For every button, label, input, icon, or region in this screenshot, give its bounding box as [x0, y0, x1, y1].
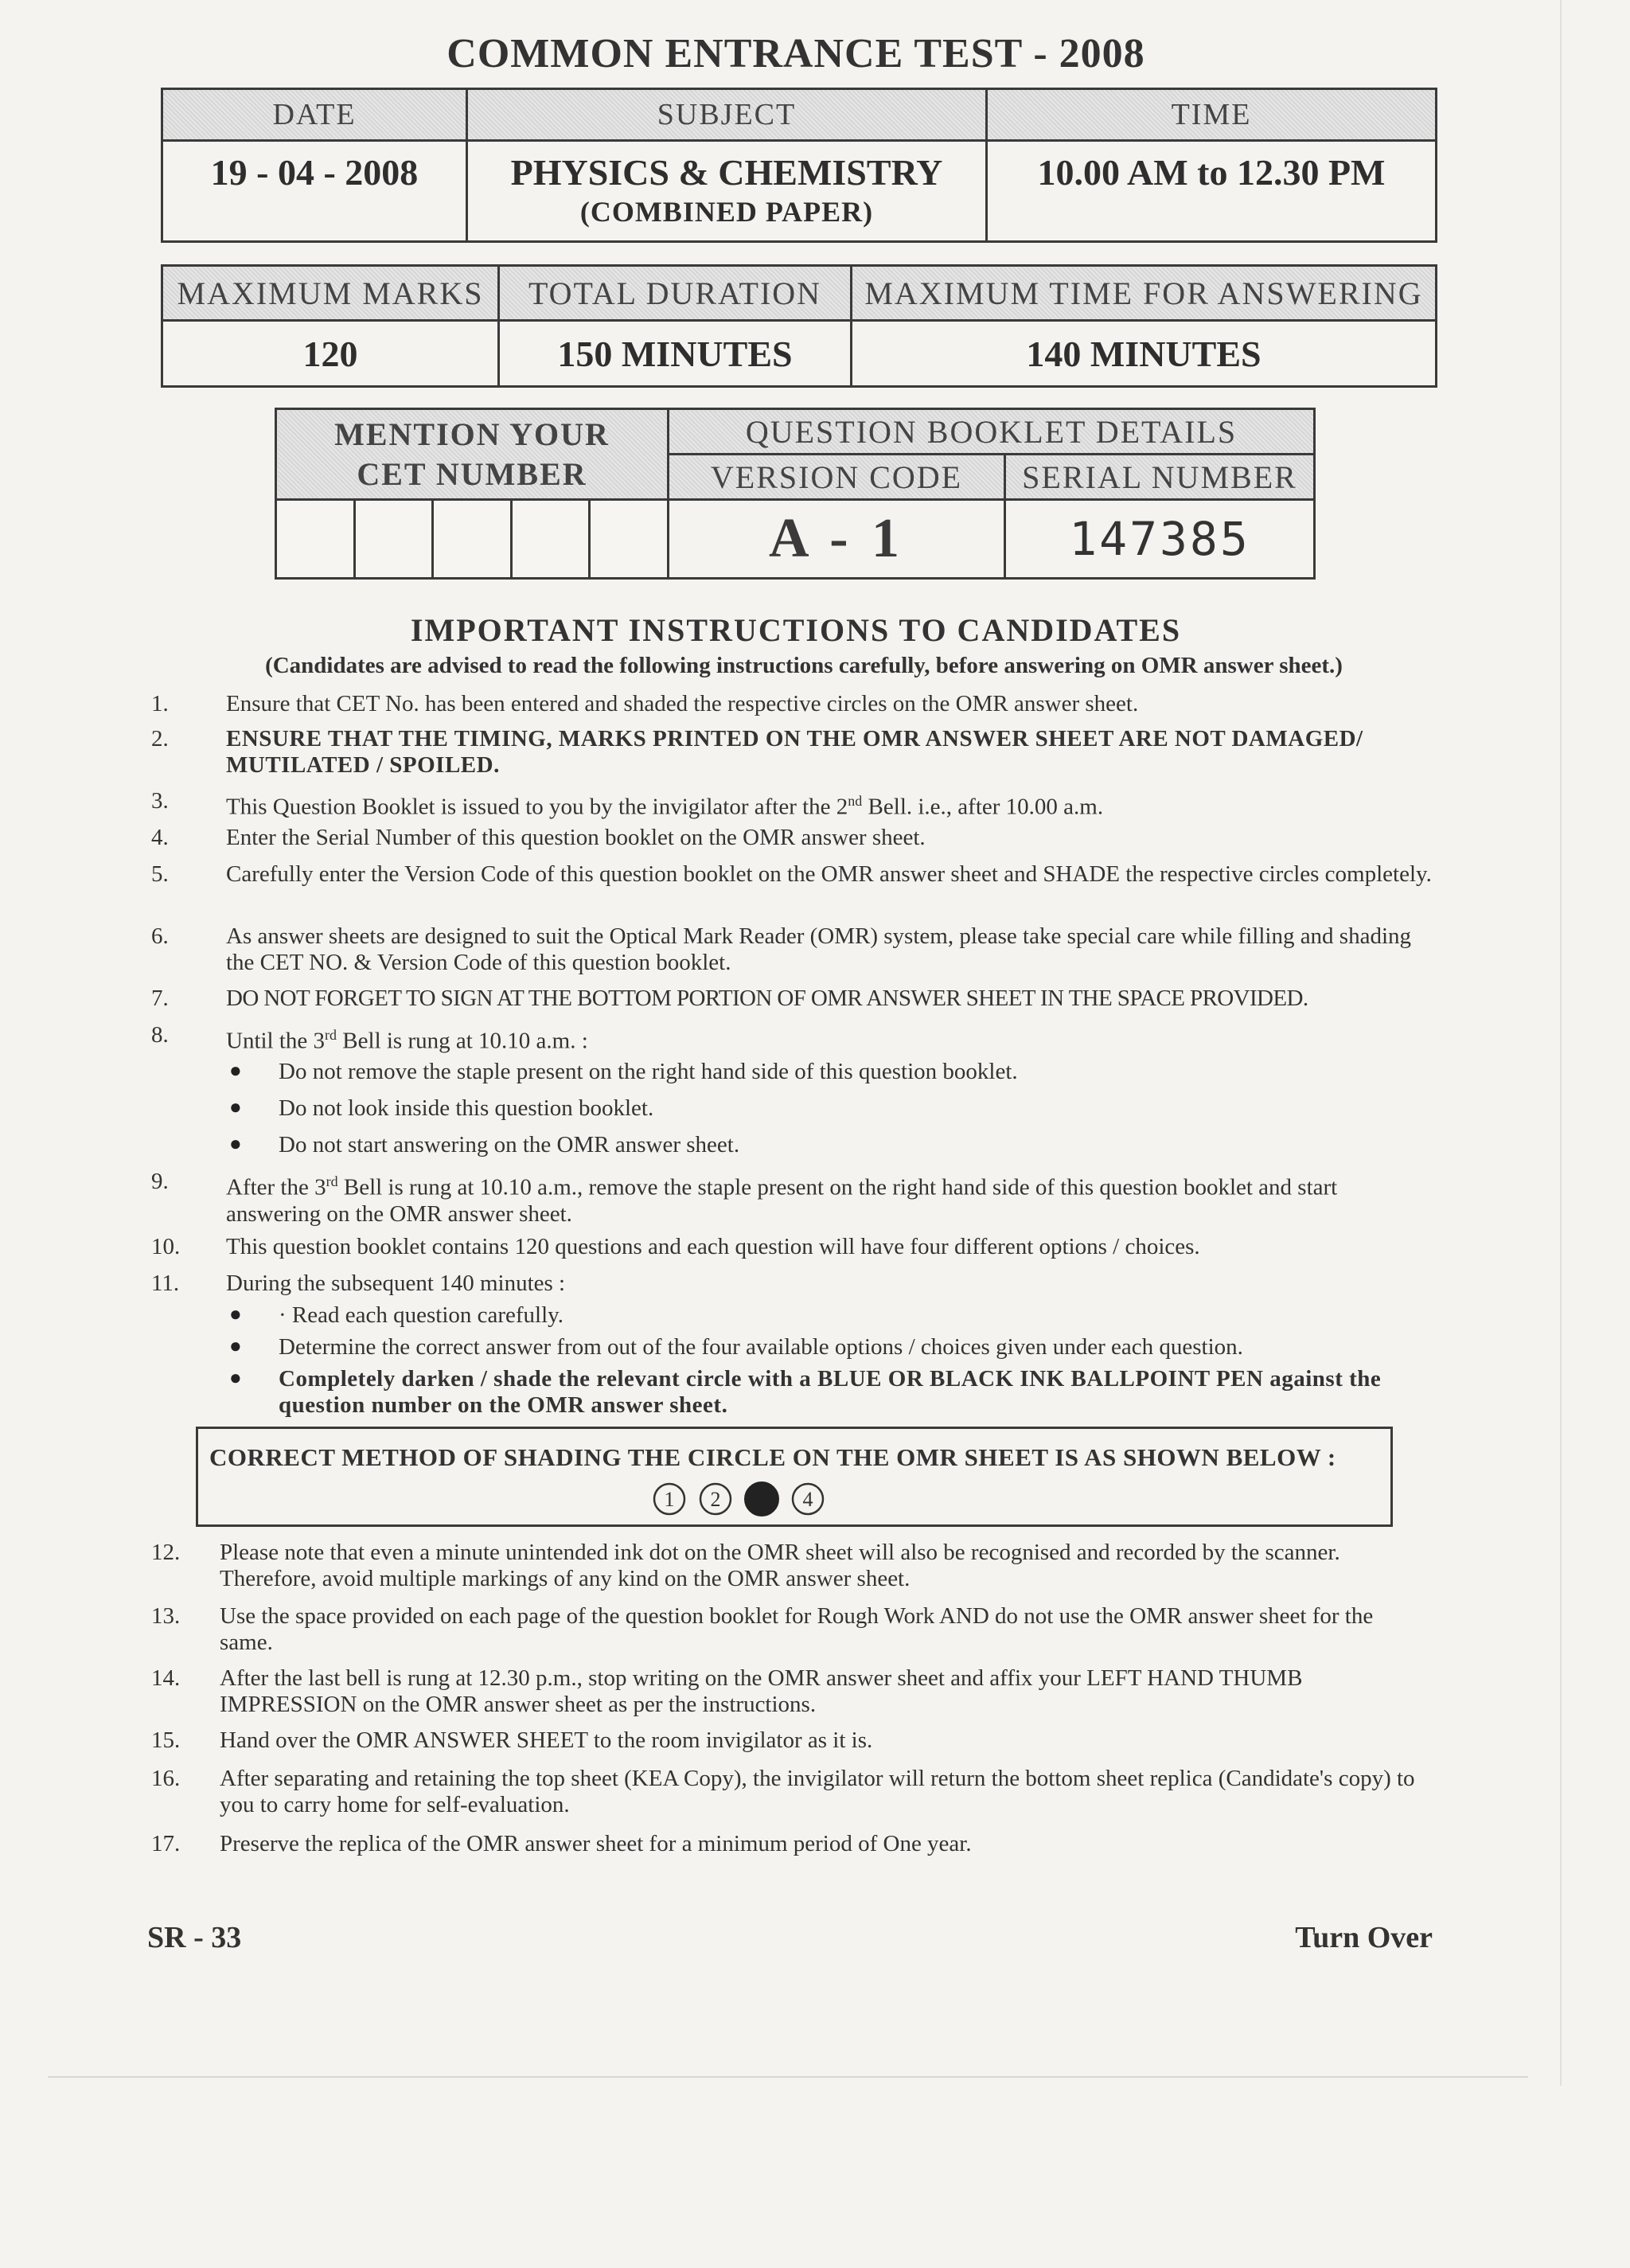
- instruction-number: 11.: [151, 1271, 180, 1296]
- instructions-heading: IMPORTANT INSTRUCTIONS TO CANDIDATES: [410, 612, 1182, 648]
- total-duration-value: 150 MINUTES: [499, 321, 852, 387]
- bullet-icon: ●: [229, 1334, 242, 1357]
- cet-digit-box[interactable]: [590, 500, 669, 579]
- sub-instruction: Determine the correct answer from out of the four available options / choices given under each question.: [279, 1334, 1243, 1360]
- instruction-text: This Question Booklet is issued to you by the invigilator after the 2nd Bell. i.e., after 10.00 a.m.: [226, 793, 1104, 820]
- instruction-text: During the subsequent 140 minutes :: [226, 1271, 566, 1296]
- bullet-icon: ●: [229, 1059, 242, 1082]
- max-marks-header: MAXIMUM MARKS: [162, 266, 499, 321]
- instruction-text: After separating and retaining the top sheet (KEA Copy), the invigilator will return the bottom sheet replica (Candidate's copy) to you to carry home for self-evaluation.: [220, 1766, 1415, 1817]
- max-time-value: 140 MINUTES: [852, 321, 1437, 387]
- instruction-text: Hand over the OMR ANSWER SHEET to the room invigilator as it is.: [220, 1727, 873, 1753]
- shading-example-box: [196, 1427, 1393, 1527]
- max-marks-value: 120: [162, 321, 499, 387]
- bullet-icon: ●: [229, 1132, 242, 1155]
- max-time-header: MAXIMUM TIME FOR ANSWERING: [852, 266, 1437, 321]
- instruction-number: 5.: [151, 861, 169, 887]
- instruction-text: This question booklet contains 120 questions and each question will have four different options / choices.: [226, 1234, 1200, 1259]
- exam-details-table: [161, 88, 1437, 243]
- total-duration-header: TOTAL DURATION: [499, 266, 852, 321]
- exam-time: 10.00 AM to 12.30 PM: [987, 141, 1437, 242]
- instruction-number: 1.: [151, 691, 169, 716]
- cet-number-label: MENTION YOUR CET NUMBER: [276, 409, 669, 500]
- bullet-icon: ●: [229, 1366, 242, 1389]
- instruction-number: 2.: [151, 726, 169, 751]
- instruction-text: DO NOT FORGET TO SIGN AT THE BOTTOM PORTION OF OMR ANSWER SHEET IN THE SPACE PROVIDED.: [226, 986, 1308, 1011]
- instruction-number: 4.: [151, 825, 169, 850]
- instruction-number: 12.: [151, 1540, 181, 1565]
- version-code-value: A - 1: [669, 500, 1005, 579]
- instruction-number: 10.: [151, 1234, 181, 1259]
- instruction-number: 15.: [151, 1727, 181, 1753]
- instruction-number: 13.: [151, 1603, 181, 1629]
- marks-duration-table: [161, 264, 1437, 388]
- instruction-number: 3.: [151, 788, 169, 814]
- cet-digit-box[interactable]: [276, 500, 355, 579]
- shading-heading: CORRECT METHOD OF SHADING THE CIRCLE ON THE OMR SHEET IS AS SHOWN BELOW :: [209, 1443, 1336, 1471]
- page-edge: [1560, 0, 1562, 2086]
- svg-text:1: 1: [664, 1488, 675, 1511]
- omr-circle-4: [793, 1484, 823, 1514]
- omr-circle-2: [700, 1484, 731, 1514]
- instruction-text: ENSURE THAT THE TIMING, MARKS PRINTED ON THE OMR ANSWER SHEET ARE NOT DAMAGED/ MUTILATED / SPOILED.: [226, 726, 1363, 778]
- sub-instruction: Do not remove the staple present on the right hand side of this question booklet.: [279, 1059, 1018, 1084]
- booklet-details-table: [275, 408, 1316, 580]
- instruction-text: Preserve the replica of the OMR answer sheet for a minimum period of One year.: [220, 1831, 972, 1856]
- page-bottom-edge: [48, 2076, 1528, 2078]
- subject-header: SUBJECT: [467, 89, 987, 141]
- turn-over-note: Turn Over: [1295, 1921, 1433, 1954]
- instruction-number: 8.: [151, 1022, 169, 1048]
- cet-digit-box[interactable]: [433, 500, 512, 579]
- bullet-icon: ●: [229, 1095, 242, 1118]
- serial-number-header: SERIAL NUMBER: [1005, 455, 1315, 500]
- instruction-text: After the last bell is rung at 12.30 p.m., stop writing on the OMR answer sheet and affix your LEFT HAND THUMB IMPRESSION on the OMR answer sheet as per the instructions.: [220, 1665, 1303, 1717]
- version-code-header: VERSION CODE: [669, 455, 1005, 500]
- instruction-number: 14.: [151, 1665, 181, 1691]
- sub-instruction: Do not look inside this question booklet.: [279, 1095, 654, 1121]
- instruction-number: 16.: [151, 1766, 181, 1791]
- instruction-text: Until the 3rd Bell is rung at 10.10 a.m. :: [226, 1027, 588, 1054]
- sub-instruction: Completely darken / shade the relevant circle with a BLUE OR BLACK INK BALLPOINT PEN against the question number on the OMR answer sheet.: [279, 1366, 1382, 1418]
- bullet-icon: ●: [229, 1302, 242, 1325]
- omr-circle-1: [654, 1484, 684, 1514]
- cet-digit-box[interactable]: [511, 500, 590, 579]
- page-title: COMMON ENTRANCE TEST - 2008: [446, 31, 1145, 76]
- exam-date: 19 - 04 - 2008: [162, 141, 467, 242]
- instruction-number: 17.: [151, 1831, 181, 1856]
- instruction-text: Carefully enter the Version Code of this question booklet on the OMR answer sheet and SHADE the respective circles completely.: [226, 861, 1432, 887]
- sub-instruction: · Read each question carefully.: [279, 1302, 564, 1328]
- time-header: TIME: [987, 89, 1437, 141]
- instruction-number: 6.: [151, 923, 169, 949]
- booklet-details-header: QUESTION BOOKLET DETAILS: [669, 409, 1315, 455]
- page-code: SR - 33: [147, 1921, 242, 1954]
- serial-number-value: 147385: [1005, 500, 1315, 579]
- sub-instruction: Do not start answering on the OMR answer sheet.: [279, 1132, 740, 1157]
- svg-text:4: 4: [802, 1488, 813, 1511]
- subject-note: (COMBINED PAPER): [579, 196, 874, 228]
- cet-digit-box[interactable]: [354, 500, 433, 579]
- omr-circles-example: [652, 1480, 843, 1518]
- instruction-text: Enter the Serial Number of this question booklet on the OMR answer sheet.: [226, 825, 926, 850]
- instruction-text: As answer sheets are designed to suit the Optical Mark Reader (OMR) system, please take special care while filling and shading the CET NO. & Version Code of this question booklet.: [226, 923, 1412, 975]
- instruction-number: 7.: [151, 986, 169, 1011]
- svg-text:2: 2: [710, 1488, 721, 1511]
- instruction-text: After the 3rd Bell is rung at 10.10 a.m., remove the staple present on the right hand side of this question booklet and start answering on the OMR answer sheet.: [226, 1173, 1338, 1227]
- date-header: DATE: [162, 89, 467, 141]
- instructions-subheading: (Candidates are advised to read the following instructions carefully, before answering on OMR answer sheet.): [265, 653, 1343, 678]
- omr-circle-shaded: [745, 1482, 778, 1516]
- instruction-text: Please note that even a minute unintended ink dot on the OMR sheet will also be recognised and recorded by the scanner. Therefore, avoid multiple markings of any kind on the OMR answer sheet.: [220, 1540, 1340, 1591]
- instruction-text: Ensure that CET No. has been entered and shaded the respective circles on the OMR answer sheet.: [226, 691, 1139, 716]
- exam-subject: PHYSICS & CHEMISTRY (COMBINED PAPER): [467, 141, 987, 242]
- instruction-text: Use the space provided on each page of the question booklet for Rough Work AND do not use the OMR answer sheet for the same.: [220, 1603, 1374, 1655]
- instruction-number: 9.: [151, 1169, 169, 1194]
